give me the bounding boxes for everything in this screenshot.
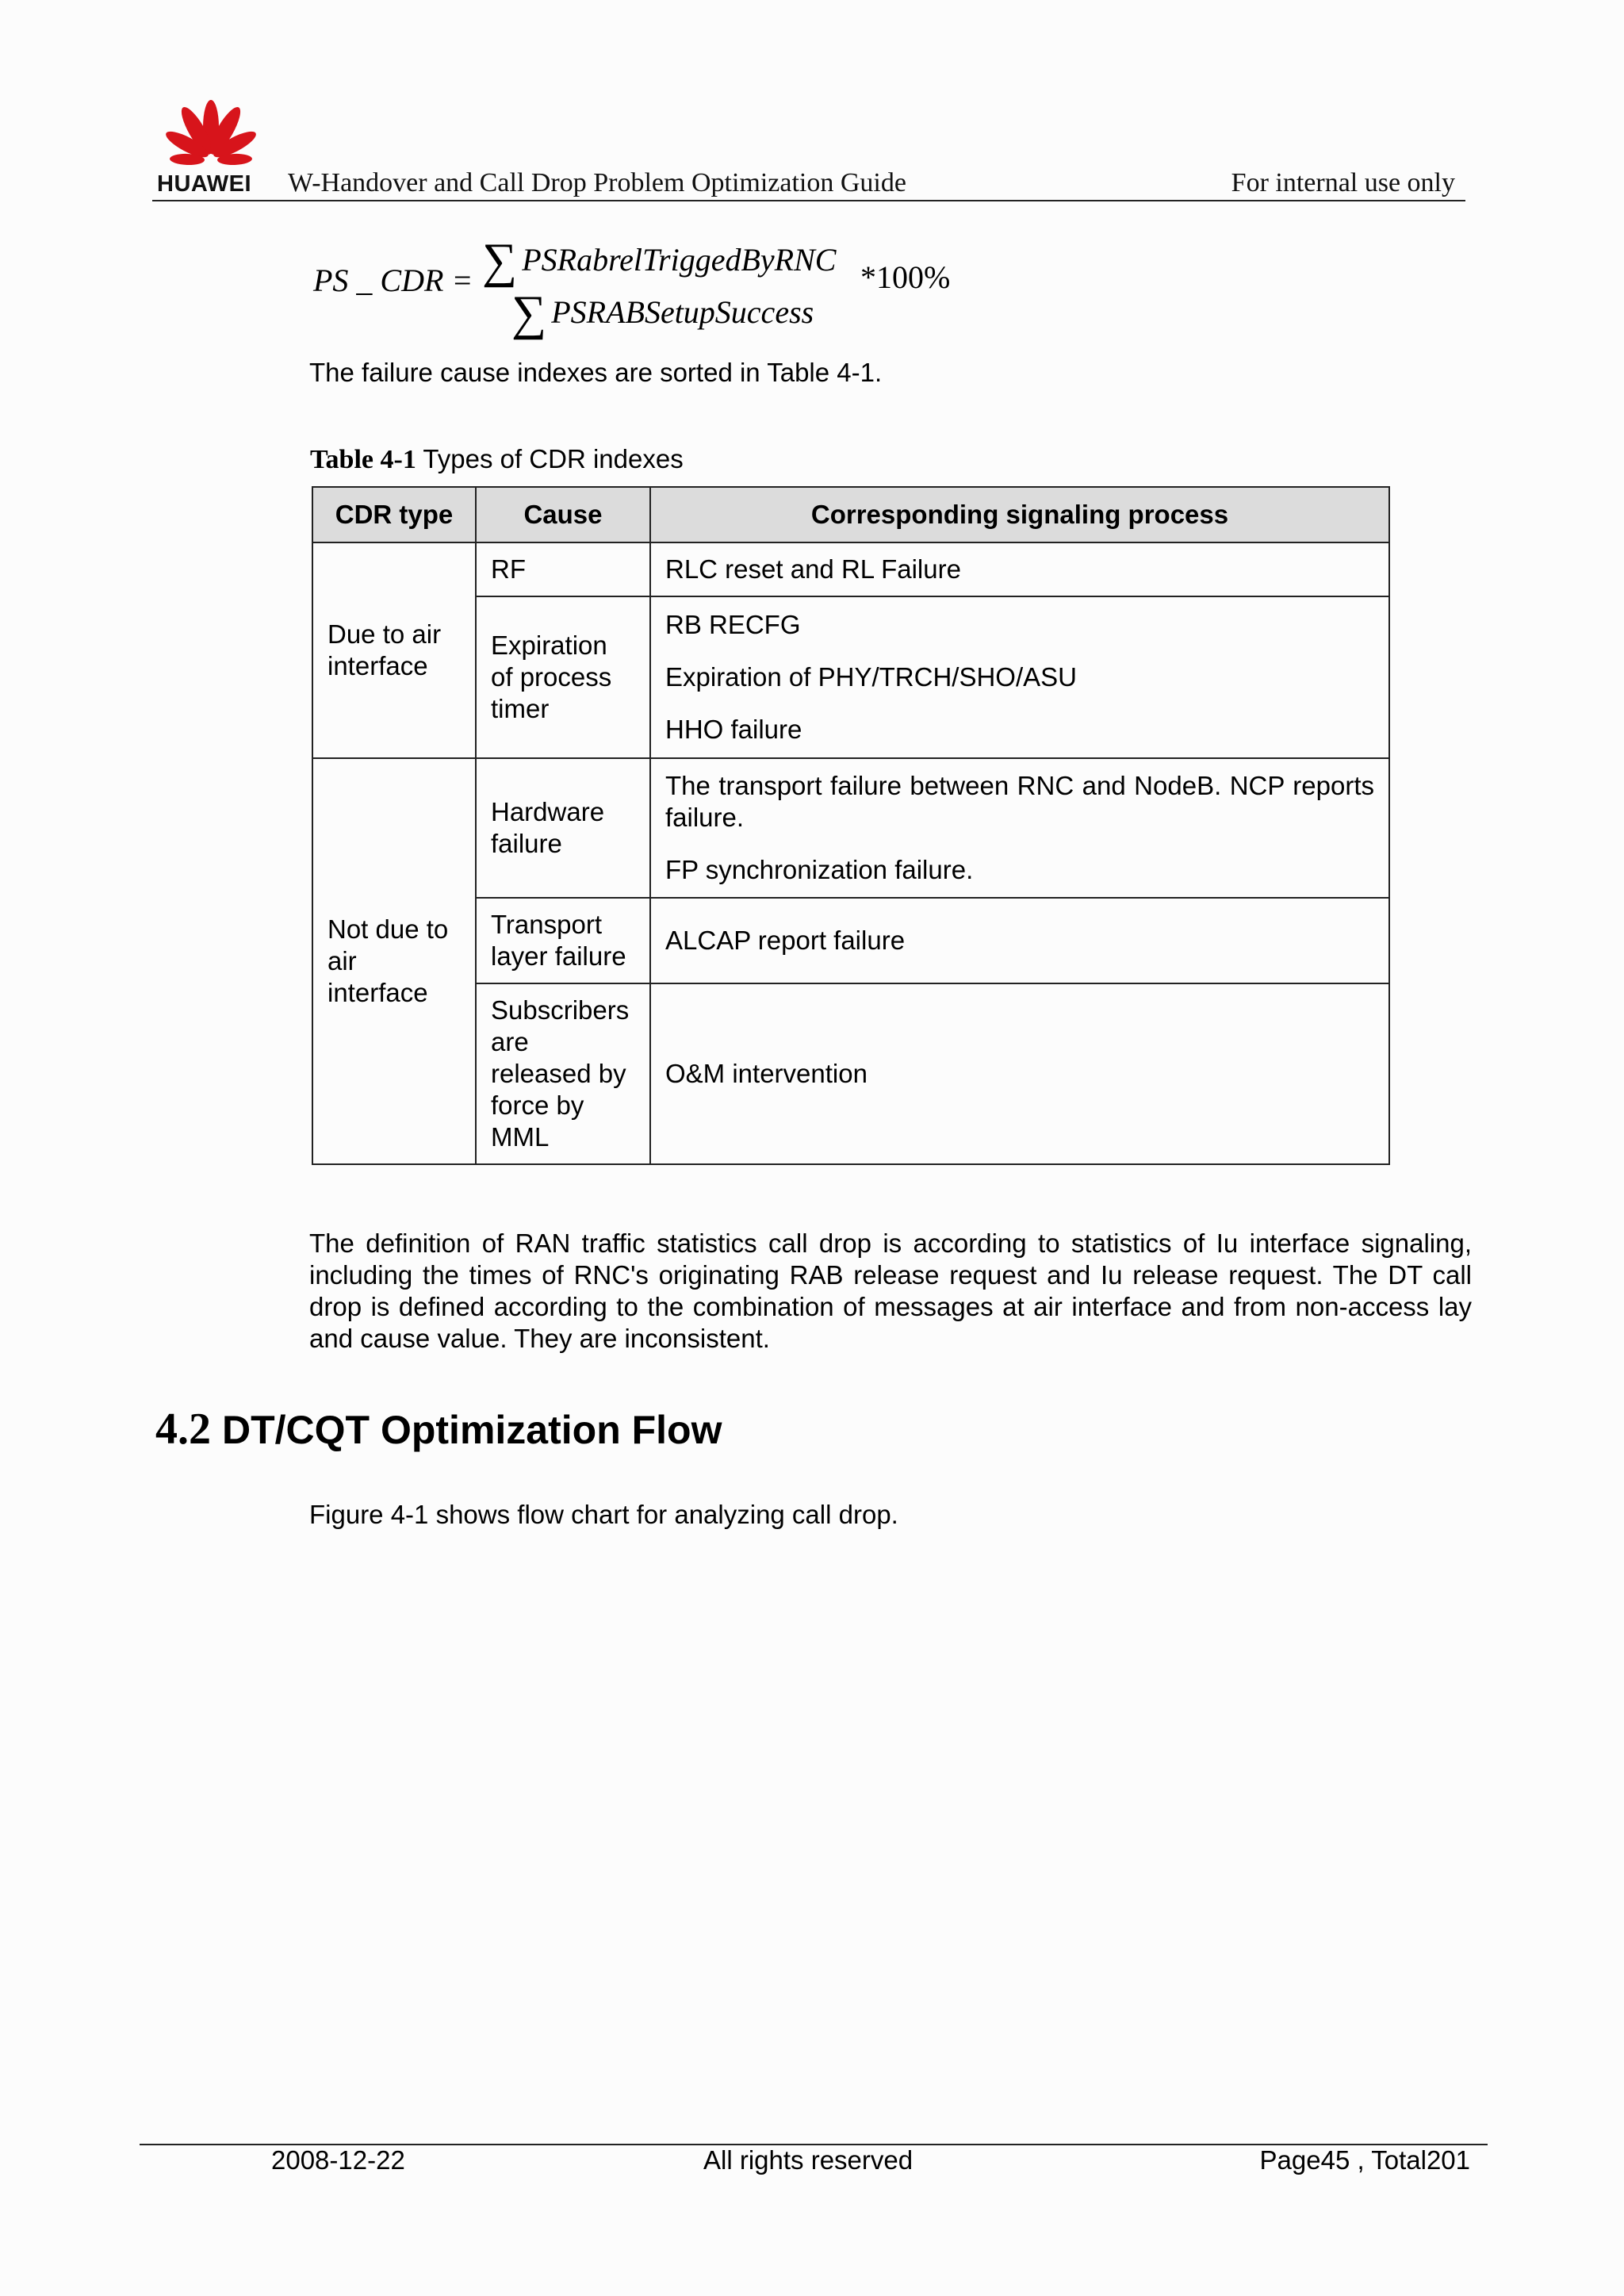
cdr-types-table [312,486,1390,1165]
table-header-row [312,487,1389,542]
process-line: FP synchronization failure. [665,855,974,884]
footer-date: 2008-12-22 [271,2145,405,2175]
numerator-text: PSRabrelTriggedByRNC [522,242,837,278]
cause-cell: RF [476,542,650,596]
section-heading [155,1404,722,1455]
process-line: RB RECFG [665,610,801,639]
column-header: Cause [476,487,650,542]
definition-paragraph: The definition of RAN traffic statistics call drop is according to statistics of Iu interface signaling, including the times of RNC's originating RAB release request and Iu release request. The DT call drop is defined according to the combination of messages at air interface and from non-access lay and cause value. They are inconsistent. [309,1228,1472,1353]
process-cell [650,898,1389,983]
footer-page-number: Page45 , Total201 [1259,2145,1470,2175]
process-cell [650,596,1389,758]
sum-icon: ∑ [511,286,547,340]
process-cell [650,983,1389,1164]
process-line: Expiration of PHY/TRCH/SHO/ASU [665,662,1077,692]
process-line: ALCAP report failure [665,926,906,955]
table-caption-label: Table 4-1 [310,445,416,474]
formula-numerator [482,230,837,288]
cdr-type-cell: Not due to air interface [312,758,476,1164]
huawei-petals-icon [157,94,265,173]
process-line: RLC reset and RL Failure [665,554,961,584]
intro-paragraph: The failure cause indexes are sorted in Table 4-1. [309,358,883,387]
section-title: DT/CQT Optimization Flow [222,1408,722,1452]
table-caption [310,444,684,475]
formula-denominator [511,282,814,340]
process-line: HHO failure [665,715,802,744]
cause-cell: Hardware failure [476,758,650,898]
cause-cell: Expiration of process timer [476,596,650,758]
denominator-text: PSRABSetupSuccess [551,294,814,330]
column-header: CDR type [312,487,476,542]
column-header: Corresponding signaling process [650,487,1389,542]
cause-cell: Transport layer failure [476,898,650,983]
formula-lhs: PS _ CDR = [313,263,473,298]
process-cell [650,758,1389,898]
formula-multiplier: *100% [860,259,951,295]
cause-cell: Subscribers are released by force by MML [476,983,650,1164]
table-row [312,758,1389,898]
classification-label: For internal use only [1231,168,1455,197]
process-line: The transport failure between RNC and NodeB. NCP reports failure. [665,771,1374,832]
document-title: W-Handover and Call Drop Problem Optimization Guide [288,168,906,197]
process-cell [650,542,1389,596]
table-caption-text: Types of CDR indexes [416,444,684,473]
table-row [312,542,1389,596]
sum-icon: ∑ [482,234,518,288]
logo-wordmark: HUAWEI [157,171,251,197]
cdr-formula [313,230,979,341]
footer-rights: All rights reserved [703,2145,914,2175]
cdr-type-cell: Due to air interface [312,542,476,758]
header-divider [152,200,1465,201]
section-number: 4.2 [155,1405,211,1454]
figure-reference-paragraph: Figure 4-1 shows flow chart for analyzing call drop. [309,1500,898,1529]
process-line: O&M intervention [665,1059,868,1088]
